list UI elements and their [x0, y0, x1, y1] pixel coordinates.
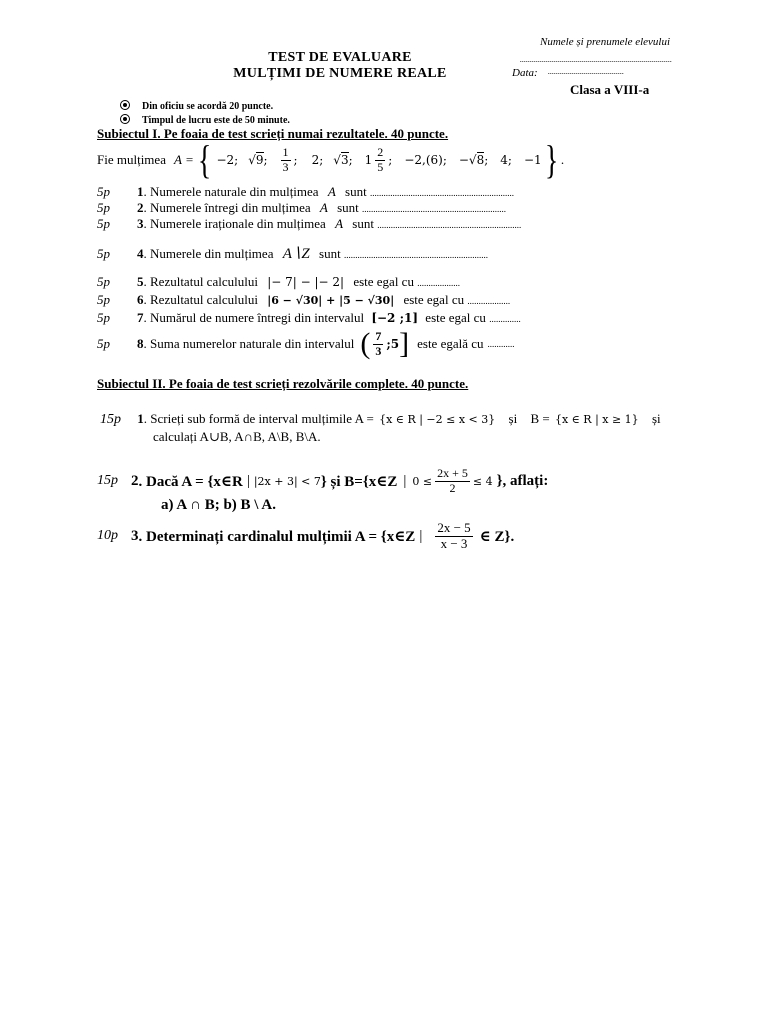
problem-2: 15p 2 . Dacă A = {x∈R | |2x + 3| < 7 } și B={x∈Z | 0 ≤ $\frac{2x + 5}{2}$ ≤ 4 }, aflați: [97, 465, 549, 495]
right-brace: } [544, 137, 558, 182]
bullet-icon [120, 100, 130, 110]
bullet-icon [120, 114, 130, 124]
class-label: Clasa a VIII-a [570, 82, 650, 97]
note-official-points: Din oficiu se acordă 20 puncte. [120, 99, 273, 112]
student-name-dots: ............................................................................ [520, 55, 672, 64]
problem-1: 15p 1. Scrieți sub formă de interval mulțimile A = {x ∈ R | −2 ≤ x < 3} și B = {x ∈ R | x ≥ 1} și [100, 411, 661, 427]
section2-heading: Subiectul II. Pe foaia de test scrieți rezolvările complete. 40 puncte. [97, 376, 469, 391]
date-dots: ...................................... [548, 67, 624, 76]
item-2: 5p 2. Numerele întregi din mulțimea A sunt ................................................................ [97, 200, 507, 215]
section1-heading: Subiectul I. Pe foaia de test scrieți numai rezultatele. 40 puncte. [97, 126, 449, 141]
student-name-label: Numele și prenumele elevului [540, 36, 671, 48]
date-label: Data: [512, 67, 538, 79]
item-7: 5p 7. Numărul de numere întregi din intervalul [−2 ;1] este egal cu .............. [97, 310, 521, 325]
left-brace: { [198, 137, 212, 182]
fraction-seven-thirds: $\frac{7}{3}$ [375, 328, 382, 358]
fraction-one-third: $\frac{1}{3}$ [282, 144, 289, 174]
item-5: 5p 5. Rezultatul calculului |− 7| − |− 2| este egal cu ................... [97, 274, 460, 289]
set-definition: Fie mulțimea A = { −2; √9; $\frac{1}{3}$ ; 2; √3; 1 $\frac{2}{5}$ ; −2,(6); −√8; 4; −1 } . [97, 137, 565, 182]
fraction-2x-plus-5-over-2: $\frac{2x + 5}{2}$ [437, 465, 468, 495]
note-time: Timpul de lucru este de 50 minute. [120, 113, 290, 126]
item-4: 5p 4. Numerele din mulțimea A∖Z sunt ................................................................ [97, 246, 488, 262]
item-8: 5p 8 . Suma numerelor naturale din intervalul ( $\frac{7}{3}$ ;5 ] este egală cu ............ [97, 327, 515, 360]
item-3: 5p 3. Numerele iraționale din mulțimea A sunt ................................................................ [97, 216, 522, 231]
problem-2-subparts: a) A ∩ B; b) B \ A. [161, 497, 276, 513]
problem-1-line-2: calculați A∪B, A∩B, A\B, B\A. [153, 429, 321, 444]
item-1: 5p 1. Numerele naturale din mulțimea A sunt ................................................................ [97, 184, 514, 199]
fraction-2x-minus-5-over-x-minus-3: $\frac{2x - 5}{x - 3}$ [437, 519, 471, 551]
title-line-1: TEST DE EVALUARE [268, 50, 412, 65]
item-6: 5p 6. Rezultatul calculului |6 − √30| + |5 − √30| este egal cu ................... [97, 292, 511, 307]
problem-3: 10p 3 . Determinați cardinalul mulțimii A = {x∈Z | $\frac{2x - 5}{x - 3}$ ∈ Z}. [97, 519, 515, 551]
title-line-2: MULȚIMI DE NUMERE REALE [233, 66, 447, 81]
fraction-two-fifths: $\frac{2}{5}$ [377, 144, 384, 174]
